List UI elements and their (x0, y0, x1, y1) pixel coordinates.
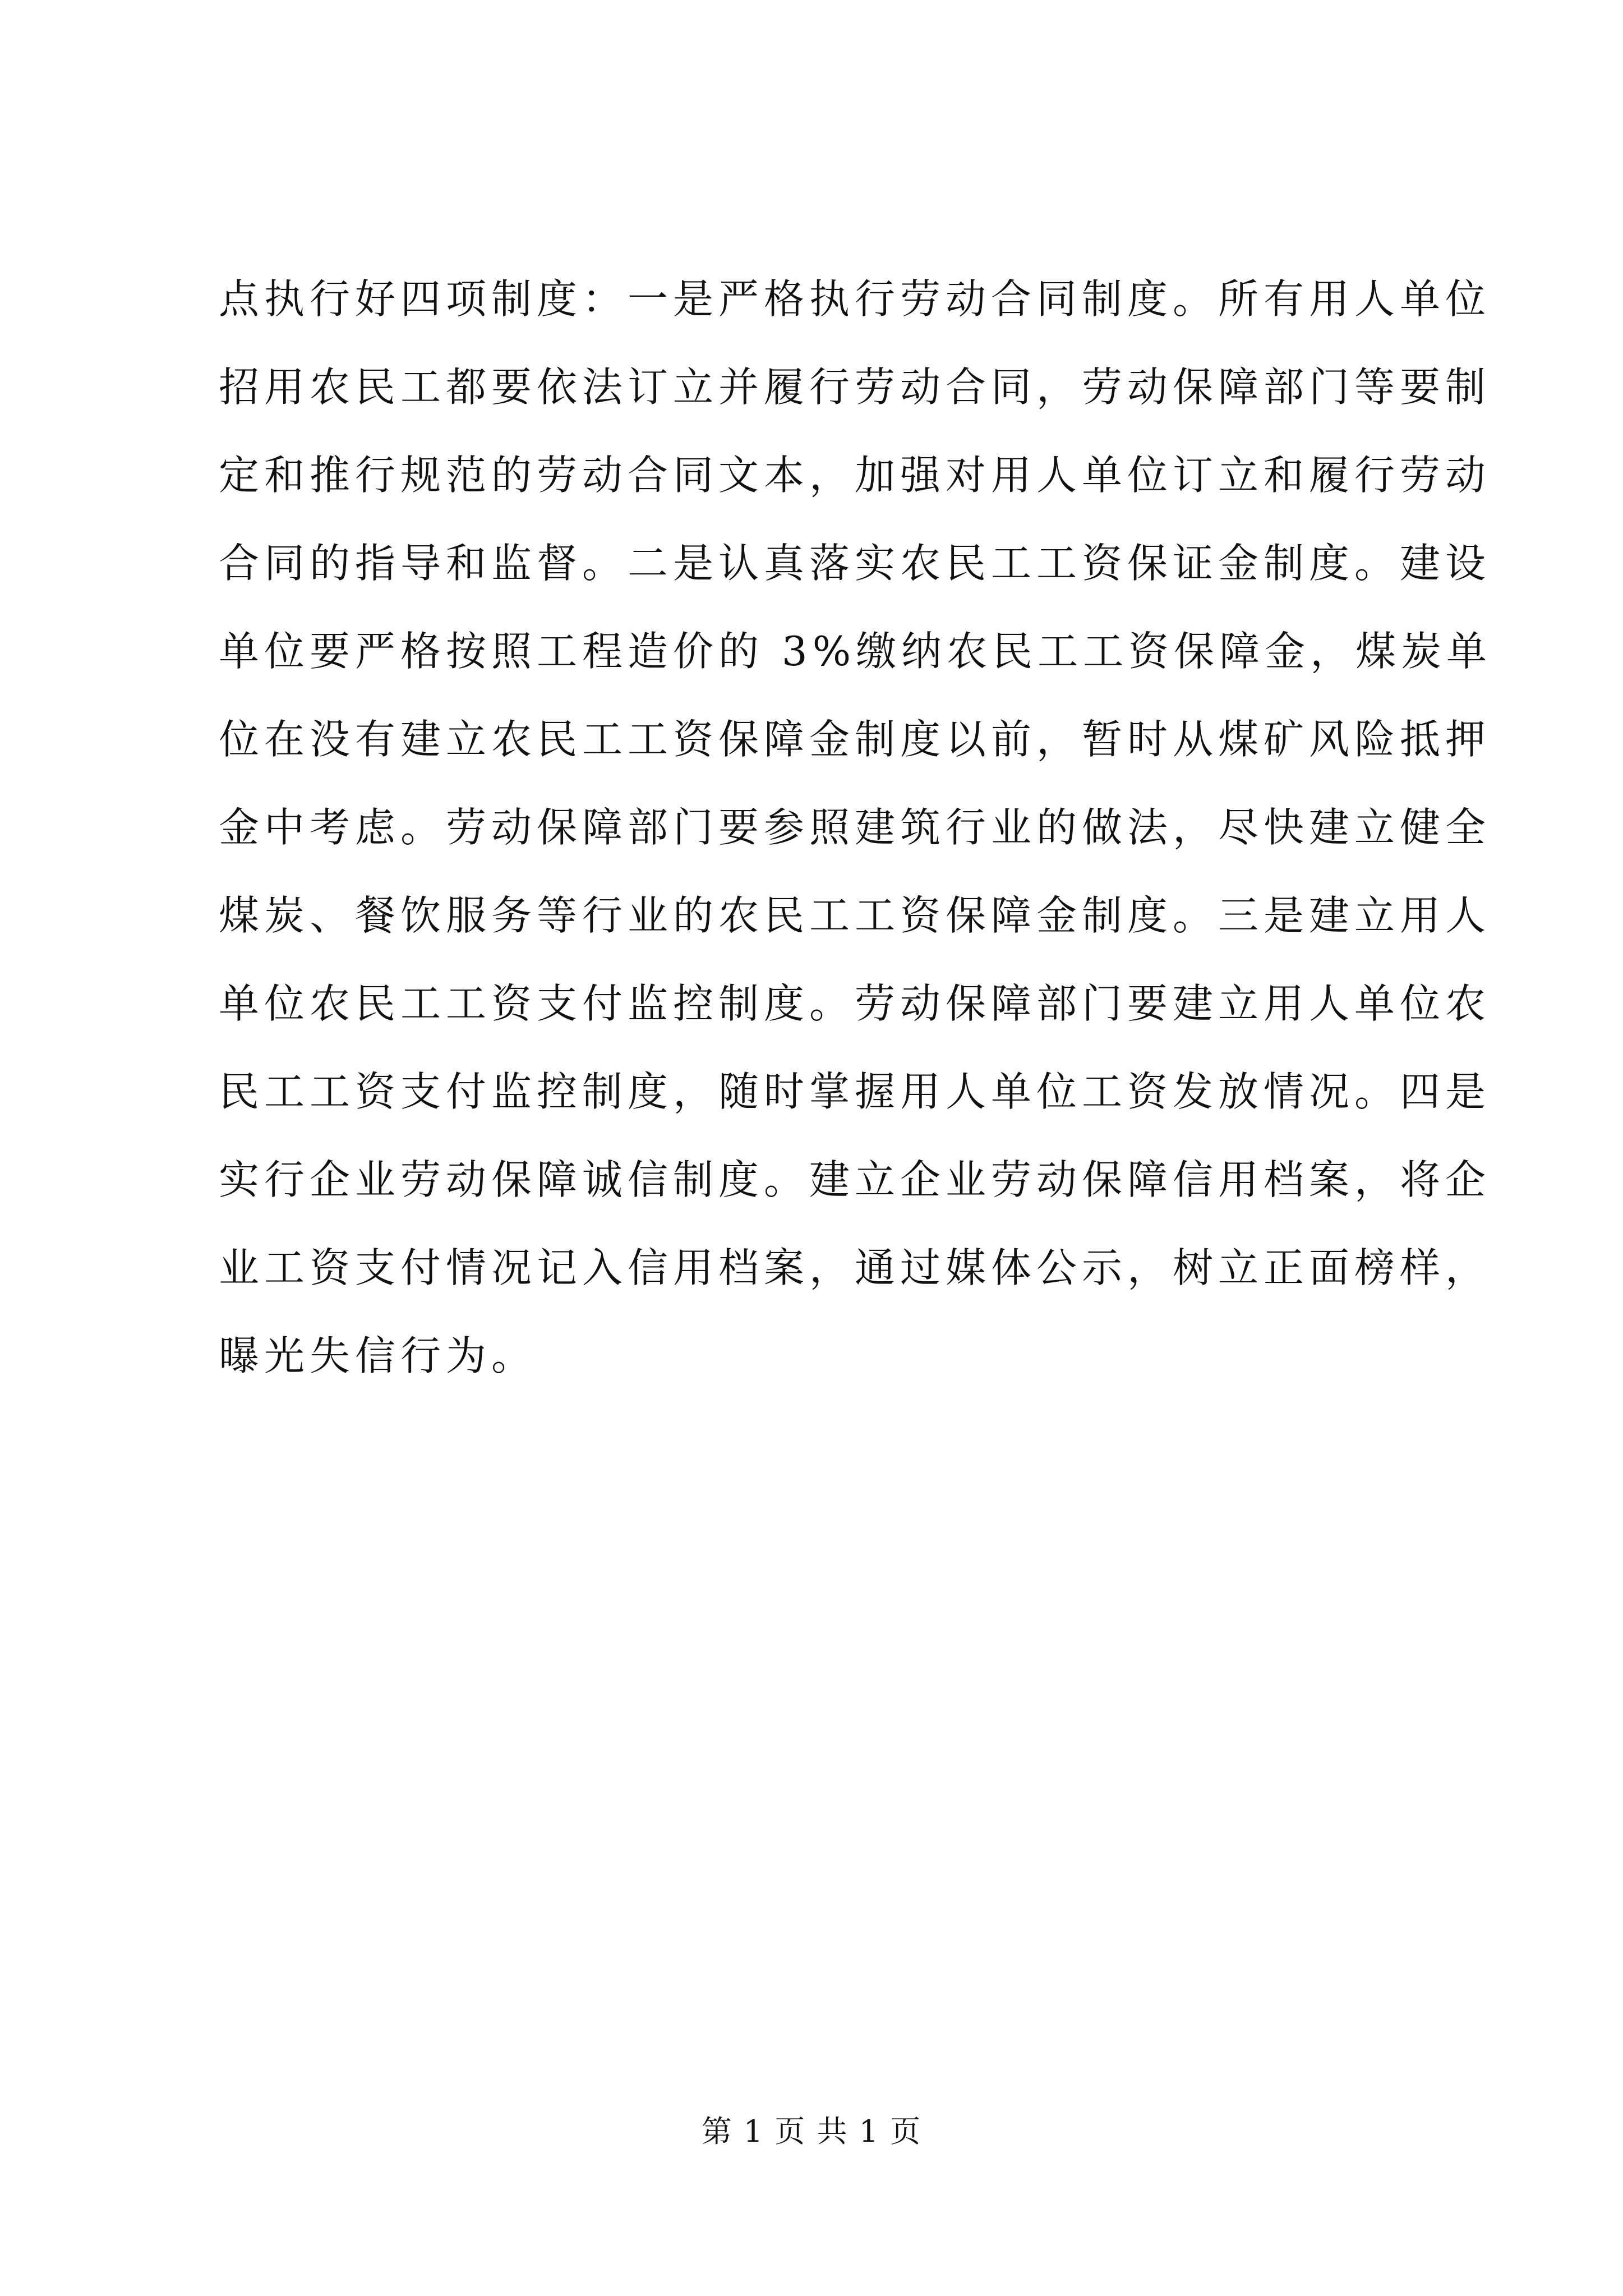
text-line: 单位农民工工资支付监控制度。劳动保障部门要建立用人单位农 (219, 980, 1491, 1027)
page-number-footer: 第 1 页 共 1 页 (701, 2114, 922, 2149)
text-line: 曝光失信行为。 (219, 1332, 537, 1379)
text-line: 合同的指导和监督。二是认真落实农民工工资保证金制度。建设 (219, 540, 1491, 587)
text-line: 招用农民工都要依法订立并履行劳动合同，劳动保障部门等要制 (219, 364, 1491, 411)
text-line: 实行企业劳动保障诚信制度。建立企业劳动保障信用档案，将企 (219, 1156, 1491, 1203)
text-line: 金中考虑。劳动保障部门要参照建筑行业的做法，尽快建立健全 (219, 804, 1491, 851)
text-line: 单位要严格按照工程造价的 3%缴纳农民工工资保障金，煤炭单 (219, 628, 1492, 675)
body-paragraph (219, 255, 1492, 1400)
text-line: 点执行好四项制度：一是严格执行劳动合同制度。所有用人单位 (219, 275, 1491, 323)
text-line: 定和推行规范的劳动合同文本，加强对用人单位订立和履行劳动 (219, 452, 1491, 499)
text-line: 业工资支付情况记入信用档案，通过媒体公示，树立正面榜样， (219, 1244, 1491, 1291)
text-line: 煤炭、餐饮服务等行业的农民工工资保障金制度。三是建立用人 (219, 892, 1491, 939)
text-line: 位在没有建立农民工工资保障金制度以前，暂时从煤矿风险抵押 (219, 716, 1491, 763)
text-line: 民工工资支付监控制度，随时掌握用人单位工资发放情况。四是 (219, 1068, 1491, 1115)
